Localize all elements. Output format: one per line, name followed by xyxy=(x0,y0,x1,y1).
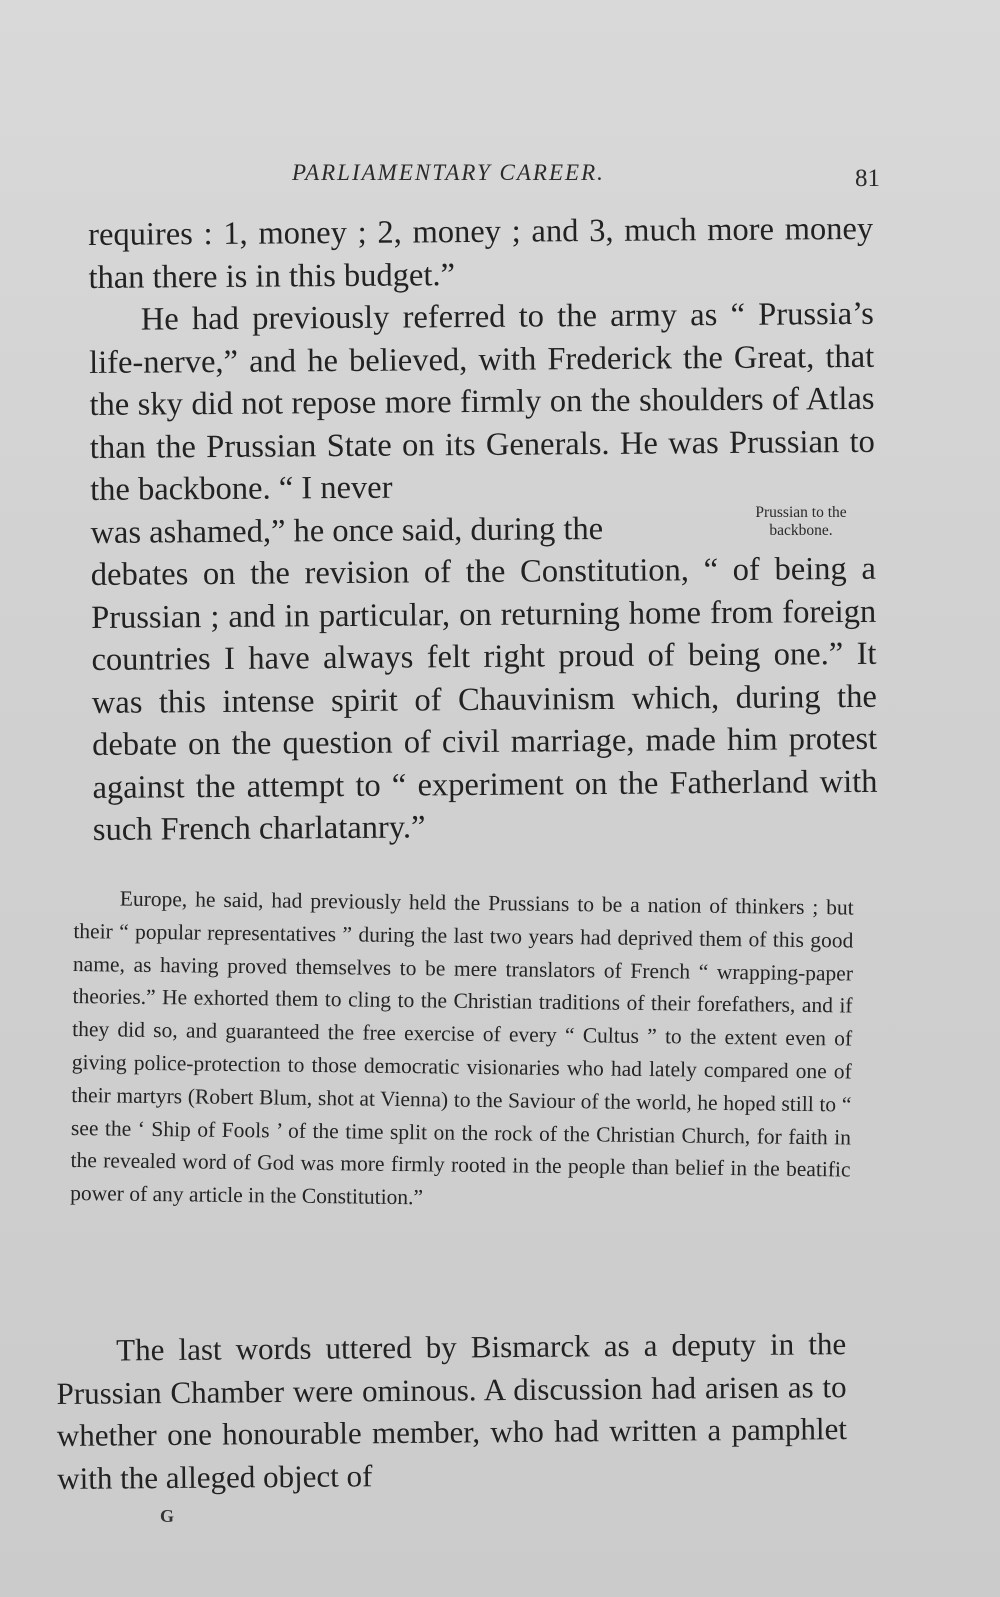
closing-text: The last words uttered by Bismarck as a deputy in the Prussian Chamber were ominous. A discussion had arisen as to whether one honourable member, who had written a pamphlet with the alleged object of xyxy=(56,1326,848,1496)
paragraph-2-part-b: was ashamed,” he once said, during the xyxy=(90,510,604,551)
page-number: 81 xyxy=(855,165,880,192)
signature-mark: G xyxy=(160,1506,175,1526)
closing-paragraph xyxy=(56,1323,847,1500)
paragraph-2-part-c: debates on the revision of the Constitution, “ of being a Prussian ; and in particular, on returning home from foreign countries I have always felt right proud of being one.” It was this intense spirit of Chauvinism which, during the debate on the question of civil marriage, made him protest against the attempt to “ experiment on the Fatherland with such French charlatanry.” xyxy=(90,550,878,848)
margin-note-line-2: backbone. xyxy=(769,522,833,539)
quotation-text: Europe, he said, had previously held the Prussians to be a nation of thinkers ; but their “ popular representatives ” during the last two years had deprived them of this good name, as having proved themselves to be mere translators of French “ wrapping-paper theories.” He exhorted them to cling to the Christian traditions of their forefathers, and if they did so, and guaranteed the free exercise of every “ Cultus ” to the extent even of giving police-protection to those democratic visionaries who had lately compared one of their martyrs (Robert Blum, shot at Vienna) to the Saviour of the world, he hoped still to “ see the ‘ Ship of Fools ’ of the time split on the rock of the Christian Church, for faith in the revealed word of God was more firmly rooted in the people than belief in the beatific power of any article in the Constitution.” xyxy=(70,886,854,1210)
paragraph-2 xyxy=(89,293,878,852)
paragraph-2-part-a: He had previously referred to the army as “ Prussia’s life-nerve,” and he believed, with Frederick the Great, that the sky did not repose more firmly on the shoulders of Atlas than the Prussian State on its Generals. He was Prussian to the backbone. “ I never xyxy=(89,295,875,508)
margin-note-line-1: Prussian to the xyxy=(755,504,847,521)
paragraph-1: requires : 1, money ; 2, money ; and 3, much more money than there is in this budget.” xyxy=(88,210,874,296)
margin-note xyxy=(731,504,871,540)
running-head: PARLIAMENTARY CAREER. xyxy=(292,160,605,185)
block-quotation xyxy=(70,882,854,1219)
